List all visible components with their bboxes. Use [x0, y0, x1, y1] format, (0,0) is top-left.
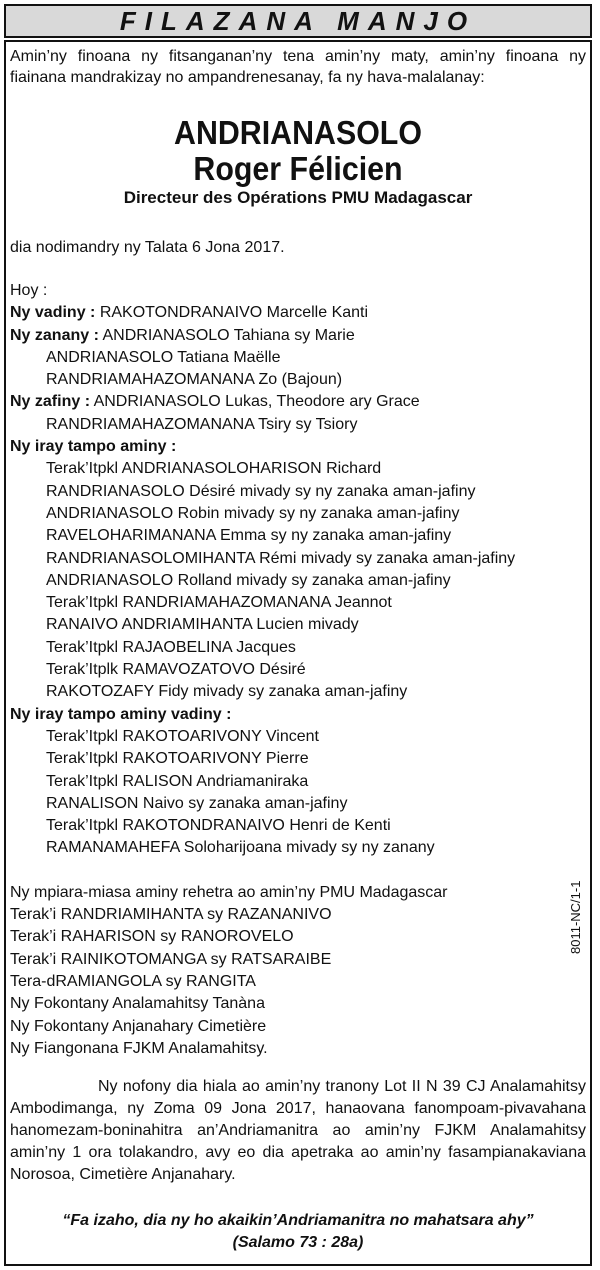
wife-relative-name: Terak’Itpkl RAKOTOARIVONY Vincent	[46, 727, 319, 745]
relative-name: Terak’Itpkl RAJAOBELINA Jacques	[46, 638, 296, 656]
deceased-given-names: Roger Félicien	[193, 150, 403, 187]
bible-quote	[10, 1210, 586, 1254]
wife-relative-name: RAMANAMAHEFA Soloharijoana mivady sy ny zanany	[46, 839, 435, 857]
others-line: Ny Fokontany Anjanahary Cimetière	[10, 1017, 267, 1035]
relative-name: RANAIVO ANDRIAMIHANTA Lucien mivady	[46, 616, 359, 634]
child-name: ANDRIANASOLO Tatiana Maëlle	[46, 348, 281, 366]
children-label: Ny zanany :	[10, 326, 99, 344]
child-name: ANDRIANASOLO Tahiana sy Marie	[102, 326, 355, 344]
others-line: Terak’i RANDRIAMIHANTA sy RAZANANIVO	[10, 906, 332, 924]
others-line: Terak’i RAHARISON sy RANOROVELO	[10, 928, 294, 946]
grandchildren-line	[10, 391, 586, 413]
quote-reference: (Salamo 73 : 28a)	[232, 1234, 364, 1252]
ad-reference	[568, 872, 588, 962]
header-bar	[4, 4, 592, 38]
wife-relatives-label-text: Ny iray tampo aminy vadiny :	[10, 705, 232, 723]
wife-name: RAKOTONDRANAIVO Marcelle Kanti	[99, 304, 369, 322]
wife-line	[10, 302, 586, 324]
grandchild-name: ANDRIANASOLO Lukas, Theodore ary Grace	[93, 393, 420, 411]
wife-relative-name: RANALISON Naivo sy zanaka aman-jafiny	[46, 794, 348, 812]
others-line: Ny Fokontany Analamahitsy Tanàna	[10, 995, 265, 1013]
deceased-title: Directeur des Opérations PMU Madagascar	[123, 188, 473, 207]
relative-name: ANDRIANASOLO Robin mivady sy ny zanaka aman-jafiny	[46, 504, 460, 522]
deceased-surname: ANDRIANASOLO	[174, 114, 422, 151]
children-line	[10, 325, 586, 347]
hoy-label: Hoy :	[10, 282, 48, 299]
notice-title: FILAZANA MANJO	[119, 5, 477, 36]
wife-relative-name: Terak’Itpkl RAKOTONDRANAIVO Henri de Kenti	[46, 817, 391, 835]
child-name: RANDRIAMAHAZOMANANA Zo (Bajoun)	[46, 371, 343, 389]
relative-name: RANDRIANASOLOMIHANTA Rémi mivady sy zanaka aman-jafiny	[46, 549, 516, 567]
relative-name: Terak’Itpkl ANDRIANASOLOHARISON Richard	[46, 460, 382, 478]
notice-content	[10, 46, 586, 1254]
wife-relatives-label	[10, 704, 586, 726]
wife-label: Ny vadiny :	[10, 304, 96, 322]
relative-name: RANDRIANASOLO Désiré mivady sy ny zanaka aman-jafiny	[46, 482, 476, 500]
others-line: Terak’i RAINIKOTOMANGA sy RATSARAIBE	[10, 950, 332, 968]
quote-text: “Fa izaho, dia ny ho akaikin’Andriamanitra no mahatsara ahy”	[62, 1212, 534, 1230]
relative-name: RAKOTOZAFY Fidy mivady sy zanaka aman-jafiny	[46, 683, 408, 701]
relative-name: RAVELOHARIMANANA Emma sy ny zanaka aman-jafiny	[46, 527, 452, 545]
relatives-label-text: Ny iray tampo aminy :	[10, 438, 177, 456]
relative-name: ANDRIANASOLO Rolland mivady sy zanaka aman-jafiny	[46, 571, 451, 589]
funeral-details: Ny nofony dia hiala ao amin’ny tranony Lot II N 39 CJ Analamahitsy Ambodimanga, ny Zoma 09 Jona 2017, hanaovana fanompoam-pivavahana hanomezam-boninahitra an’Andriamanitra ao amin’ny FJKM Analamahitsy amin’ny 1 ora tolakandro, avy eo dia apetraka ao amin’ny fasampianakaviana Norosoa, Cimetière Anjanahary.	[10, 1078, 586, 1184]
death-notice: dia nodimandry ny Talata 6 Jona 2017.	[10, 239, 285, 256]
relatives-label	[10, 436, 586, 458]
grandchild-name: RANDRIAMAHAZOMANANA Tsiry sy Tsiory	[46, 415, 358, 433]
wife-relative-name: Terak’Itpkl RALISON Andriamaniraka	[46, 772, 309, 790]
others-line: Ny Fiangonana FJKM Analamahitsy.	[10, 1039, 268, 1057]
family-section	[10, 280, 586, 860]
relative-name: Terak’Itplk RAMAVOZATOVO Désiré	[46, 661, 306, 679]
wife-relative-name: Terak’Itpkl RAKOTOARIVONY Pierre	[46, 750, 309, 768]
ad-reference-text: 8011-NC/1-1	[568, 880, 583, 954]
others-line: Tera-dRAMIANGOLA sy RANGITA	[10, 972, 256, 990]
grandchildren-label: Ny zafiny :	[10, 393, 91, 411]
intro-text: Amin’ny finoana ny fitsanganan’ny tena amin’ny maty, amin’ny finoana ny fiainana mandrakizay no ampandrenesanay, fa ny hava-malalanay:	[10, 48, 586, 86]
others-section	[10, 882, 586, 1060]
relative-name: Terak’Itpkl RANDRIAMAHAZOMANANA Jeannot	[46, 594, 392, 612]
others-line: Ny mpiara-miasa aminy rehetra ao amin’ny PMU Madagascar	[10, 883, 448, 901]
